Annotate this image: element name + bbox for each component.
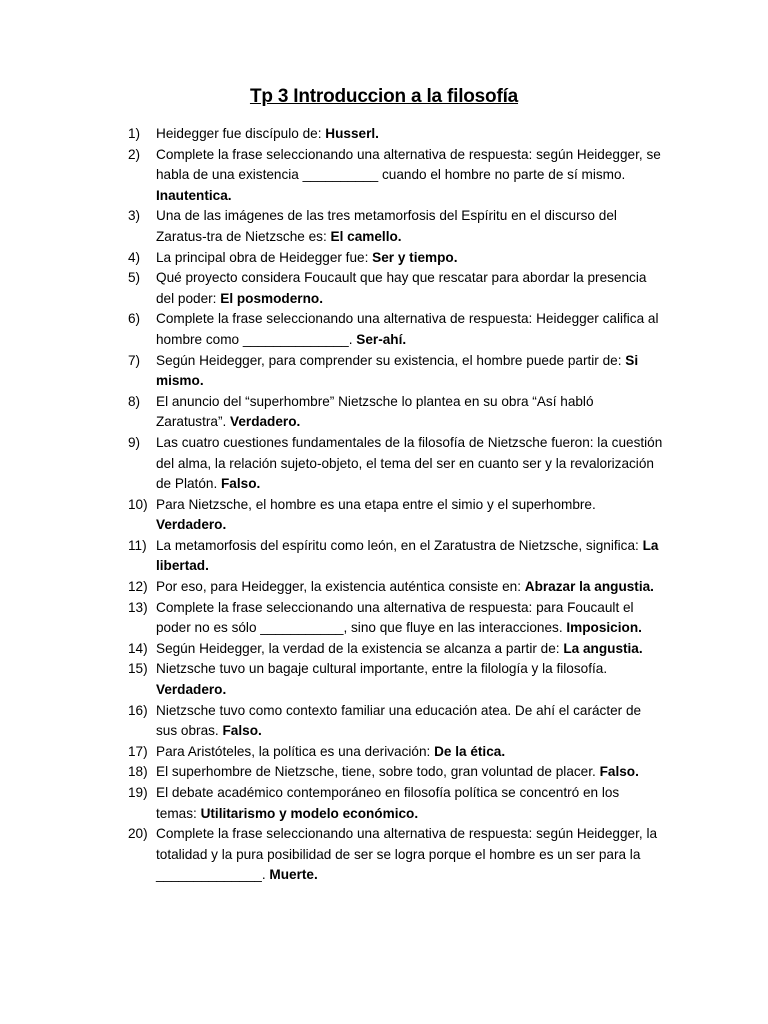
question-text: Complete la frase seleccionando una alternativa de respuesta: según Heidegger, se habla de una existencia __________ cuando el hombre no parte de sí mismo. bbox=[156, 146, 661, 183]
question-text: El debate académico contemporáneo en filosofía política se concentró en los temas: bbox=[156, 785, 620, 821]
question-text: El anuncio del “superhombre” Nietzsche lo plantea en su obra “Así habló Zaratustra”. bbox=[156, 393, 594, 430]
question-item bbox=[128, 309, 663, 350]
question-number: 7) bbox=[128, 352, 141, 368]
question-item bbox=[128, 577, 663, 598]
question-text: Las cuatro cuestiones fundamentales de la filosofía de Nietzsche fueron: la cuestión del alma, la relación sujeto-objeto, el tema del ser en cuanto ser y la revalorización de Platón. bbox=[156, 434, 663, 492]
question-answer: Ser-ahí. bbox=[356, 331, 407, 347]
question-list bbox=[128, 124, 663, 886]
question-answer: Muerte. bbox=[269, 867, 318, 883]
question-item bbox=[128, 659, 663, 700]
question-answer: Verdadero. bbox=[156, 682, 227, 698]
question-item bbox=[128, 701, 663, 742]
question-text: Nietzsche tuvo como contexto familiar una educación atea. De ahí el carácter de sus obras. bbox=[156, 702, 642, 739]
question-item bbox=[128, 124, 663, 145]
question-number: 20) bbox=[128, 826, 148, 842]
question-item bbox=[128, 536, 663, 577]
question-item bbox=[128, 248, 663, 269]
question-answer: El posmoderno. bbox=[220, 290, 323, 306]
question-number: 4) bbox=[128, 249, 141, 265]
question-number: 3) bbox=[128, 208, 141, 224]
question-number: 8) bbox=[128, 393, 141, 409]
question-text: El superhombre de Nietzsche, tiene, sobre todo, gran voluntad de placer. bbox=[156, 764, 600, 780]
question-number: 18) bbox=[128, 764, 148, 780]
question-text: Por eso, para Heidegger, la existencia auténtica consiste en: bbox=[156, 579, 525, 595]
question-text: Heidegger fue discípulo de: bbox=[156, 126, 326, 141]
question-number: 2) bbox=[128, 146, 141, 162]
question-answer: Si mismo. bbox=[156, 352, 639, 389]
question-number: 9) bbox=[128, 434, 141, 450]
question-item bbox=[128, 762, 663, 783]
question-item bbox=[128, 639, 663, 660]
question-answer: Imposicion. bbox=[566, 620, 642, 636]
question-text: Qué proyecto considera Foucault que hay que rescatar para abordar la presencia del poder: bbox=[156, 270, 647, 306]
question-text: Complete la frase seleccionando una alternativa de respuesta: Heidegger califica al hombre como ______________. bbox=[156, 311, 659, 347]
question-answer: De la ética. bbox=[434, 743, 506, 759]
question-answer: Falso. bbox=[221, 476, 261, 492]
question-text: Para Nietzsche, el hombre es una etapa entre el simio y el superhombre. bbox=[156, 496, 596, 512]
question-text: Una de las imágenes de las tres metamorfosis del Espíritu en el discurso del Zaratus-tra de Nietzsche es: bbox=[156, 208, 617, 244]
question-number: 10) bbox=[128, 496, 148, 512]
question-text: Según Heidegger, para comprender su existencia, el hombre puede partir de: bbox=[156, 352, 626, 368]
question-item bbox=[128, 392, 663, 433]
question-number: 11) bbox=[128, 537, 147, 553]
question-answer: Utilitarismo y modelo económico. bbox=[200, 805, 419, 821]
question-number: 14) bbox=[128, 640, 148, 656]
question-item bbox=[128, 742, 663, 763]
question-text: La principal obra de Heidegger fue: bbox=[156, 249, 373, 265]
question-answer: Ser y tiempo. bbox=[372, 249, 458, 265]
question-number: 6) bbox=[128, 311, 141, 327]
question-number: 13) bbox=[128, 599, 148, 615]
question-text: Complete la frase seleccionando una alternativa de respuesta: para Foucault el poder no es sólo ___________, sino que fluye en las interacciones. bbox=[156, 599, 634, 636]
question-text: Según Heidegger, la verdad de la existencia se alcanza a partir de: bbox=[156, 640, 564, 656]
question-answer: Verdadero. bbox=[156, 517, 227, 533]
question-number: 1) bbox=[128, 126, 141, 141]
question-text: Nietzsche tuvo un bagaje cultural importante, entre la filología y la filosofía. bbox=[156, 661, 608, 677]
question-item bbox=[128, 351, 663, 392]
question-answer: El camello. bbox=[330, 228, 402, 244]
question-number: 19) bbox=[128, 785, 148, 800]
question-answer: Inautentica. bbox=[156, 187, 232, 203]
question-number: 16) bbox=[128, 702, 148, 718]
question-number: 12) bbox=[128, 579, 148, 595]
question-item bbox=[128, 268, 663, 309]
question-answer: Verdadero. bbox=[230, 414, 301, 430]
question-answer: Abrazar la angustia. bbox=[524, 579, 654, 595]
question-item bbox=[128, 783, 663, 824]
question-text: Para Aristóteles, la política es una derivación: bbox=[156, 743, 435, 759]
question-answer: Husserl. bbox=[325, 126, 379, 141]
question-item bbox=[128, 824, 663, 886]
question-item bbox=[128, 598, 663, 639]
question-text: Complete la frase seleccionando una alternativa de respuesta: según Heidegger, la totalidad y la pura posibilidad de ser se logra porque el hombre es un ser para la ______________. bbox=[156, 826, 658, 883]
question-answer: La angustia. bbox=[563, 640, 643, 656]
question-text: La metamorfosis del espíritu como león, en el Zaratustra de Nietzsche, significa: bbox=[156, 537, 643, 553]
question-item bbox=[128, 206, 663, 247]
question-answer: Falso. bbox=[599, 764, 639, 780]
question-number: 15) bbox=[128, 661, 148, 677]
question-number: 5) bbox=[128, 270, 141, 286]
question-item bbox=[128, 145, 663, 207]
question-number: 17) bbox=[128, 743, 148, 759]
question-answer: Falso. bbox=[222, 723, 262, 739]
question-item bbox=[128, 495, 663, 536]
page-title: Tp 3 Introduccion a la filosofía bbox=[249, 86, 519, 107]
question-answer: La libertad. bbox=[156, 537, 659, 574]
question-item bbox=[128, 433, 663, 495]
